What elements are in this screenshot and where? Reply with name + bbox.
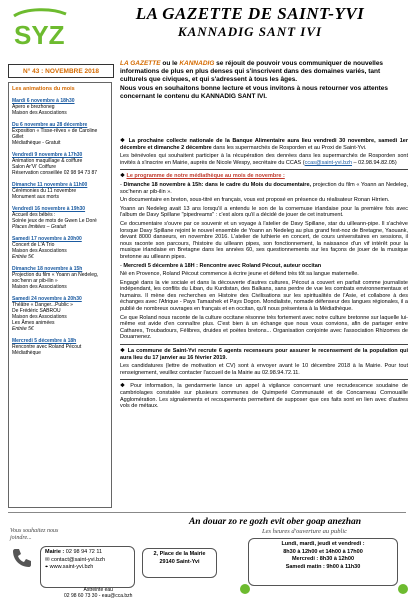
gazette-subtitle: KANNADIG SANT IVI <box>177 24 323 39</box>
address-box <box>142 548 217 578</box>
banque-text: dans les supermarchés de Rosporden et au Proxi de Saint-Yvi. <box>211 144 367 151</box>
hours-line: 8h30 à 12h00 et 14h00 à 17h00 <box>283 548 363 555</box>
event-line: Apero e brezhoneg <box>12 104 55 110</box>
event-line: Accueil des bébés : <box>12 212 56 218</box>
event-line: Projection du film « Yoann an Nedeleg, soc'henn ar pib-ilin » <box>12 272 99 284</box>
sidebar-event <box>12 296 108 332</box>
gendarmerie <box>120 383 408 409</box>
film-paragraph: Yoann an Nedeleg avait 13 ans lorsqu'il a entendu le son de la cornemuse irlandaise pour la première fois avec l'album de Davy Spillane "pipedreams" : c'est alors qu'il a décidé de jouer de cet instrument. <box>120 205 408 219</box>
sidebar-event <box>12 338 108 356</box>
footer-divider <box>8 512 406 513</box>
mediatheque-title: Le programme de notre médiathèque au mois de novembre : <box>126 173 285 180</box>
event-line: Places limitées – Gratuit <box>12 224 66 230</box>
divider <box>120 379 408 380</box>
event-date: Dimanche 18 novembre à 15h <box>12 266 83 272</box>
event-date: Mardi 6 novembre à 18h30 <box>12 98 75 104</box>
banque-alimentaire <box>120 138 408 151</box>
diamond-bullet-icon: ❖ <box>120 138 129 144</box>
intro-ou: ou le <box>160 60 180 67</box>
film-text: projection du film « Yoann an Nedeleg, soc'henn ar pib-ilin ». <box>120 181 408 195</box>
event-date: Dimanche 11 novembre à 11h00 <box>12 182 88 188</box>
event-line: Cérémonies du 11 novembre <box>12 188 77 194</box>
main-content <box>120 138 408 508</box>
event-date: Du 6 novembre au 28 décembre <box>12 122 88 128</box>
film-title: Dimanche 18 novembre à 15h: dans le cadre du Mois du documentaire, <box>123 181 312 188</box>
event-line: Salon Ar'Vi' Coiffure <box>12 164 56 170</box>
event-date: Samedi 17 novembre à 20h00 <box>12 236 82 242</box>
breton-phrase: An douar zo re gozh evit ober goap anezhan <box>188 517 362 527</box>
diamond-bullet-icon: ❖ <box>120 348 128 355</box>
issue-number: N° 43 : NOVEMBRE 2018 <box>8 64 114 78</box>
benevoles <box>120 153 408 166</box>
film-paragraph: Ce documentaire s'ouvre par ce souvenir et un voyage à l'atelier de Davy Spillane, star du uilleann-pipe. Il s'achève lorsque Davy Spillane rejoint le nouvel ensemble de Yoann an Nedeleg au plus grand fest-noz de Bretagne, Yaouank, devant 8000 danseurs, en novembre 2016. L'atelier de luthierie en concert, de cours universitaires en sessions, il nous raconte son parcours, l'histoire du uilleann pipes, son fonctionnement, la naissance d'un vif intérêt pour la musique irlandaise en Bretagne dans les années 60, ses questionnements sur les façons de jouer de la musique bretonne au uilleann pipes. <box>120 220 408 260</box>
mairie-label: Mairie : <box>45 549 65 555</box>
contact-box <box>40 546 135 588</box>
event-line: Maison des Associations <box>12 248 67 254</box>
event-line: Médiathèque - Gratuit <box>12 140 61 146</box>
reach-title: Vous souhaitez nous joindre... <box>10 528 59 541</box>
astreinte-eau <box>64 588 132 599</box>
event-line: Concert de L'A Trio <box>12 242 55 248</box>
recensement-paragraph: Les candidatures (lettre de motivation et CV) sont à envoyer avant le 10 décembre 2018 à la Mairie. Pour tout renseignement, veuillez contacter l'accueil de la Mairie au 02.98.94.72.11. <box>120 363 408 376</box>
astreinte-label: Astreinte eau <box>83 587 113 593</box>
intro-text-2: Nous vous en souhaitons bonne lecture et vous invitons à nous retourner vos attentes concernant le contenu du KANNADIG SANT IVI. <box>120 84 388 100</box>
event-line: Soirée jeux de mots de Gwen Le Doré <box>12 218 97 224</box>
intro-gazette: LA GAZETTE <box>120 60 161 67</box>
address-line: 29140 Saint-Yvi <box>159 558 200 565</box>
pecout-paragraph: Engagé dans la vie sociale et dans la découverte d'autres cultures, Pécout a couvert en parfait comme journaliste indépendant, les conflits du Liban, du Kurdistan, des Balkans, sans perdre de vue les combats environnementaux et humains. Il mène des recherches en Histoire des Civilisations sur les spiritualités de l'Asie, et collabore à des échanges avec l'Afrique - Pays Tamashek et Pays Dogon. Mondialiste, nomade défenseur des langues régionales, il a publié de nombreux ouvrages en français et en occitan, qu'il nous présentera à la Médiathèque. <box>120 279 408 313</box>
sidebar-title: Les animations du mois <box>12 86 75 92</box>
event-date: Vendredi 9 novembre à 17h30 <box>12 152 83 158</box>
event-date: Mercredi 5 décembre à 18h <box>12 338 77 344</box>
hours-line: Mercredi : 8h30 à 12h00 <box>291 556 355 562</box>
pecout-title: Mercredi 5 décembre à 18H : Rencontre avec Roland Pécout, auteur occitan <box>123 262 322 269</box>
event-line: Les Âmes animées <box>12 320 55 326</box>
event-line: Médiathèque <box>12 350 41 356</box>
diamond-bullet-icon: ❖ <box>120 383 131 390</box>
benevoles-text: Les bénévoles qui souhaitent participer à la récupération des denrées dans les supermarchés de Rosporden sont invités à s'inscrire en Mairie, auprès de Nicole Wespy, secrétaire du CCAS ( <box>120 153 408 166</box>
intro-text-1: se réjouit de pouvoir vous communiquer de nouvelles informations de plus en plus denses qui s'inscrivent dans des domaines variés, tant culturels que civiques, et qui s'adressent à tous les âges. <box>120 60 384 84</box>
event-line: Entrée 5€ <box>12 254 34 260</box>
event-line: Exposition « Tisse-rêves » de Caroline Gillet <box>12 128 98 140</box>
divider <box>120 169 408 170</box>
recensement <box>120 348 408 361</box>
recensement-title: La commune de Saint-Yvi recrute 6 agents recenseurs pour assurer le recensement de la population qui aura lieu du 17 janvier au 16 février 2019. <box>120 348 408 361</box>
hours-title: Les heures d'ouverture au public <box>262 528 348 535</box>
event-line: Animation maquillage & coiffure <box>12 158 83 164</box>
event-line: Théâtre « Danger...Public » <box>12 302 73 308</box>
pecout-paragraph: Né en Provence, Roland Pécout commence à écrire jeune et défend très tôt sa langue maternelle. <box>120 271 359 278</box>
film-event: - Dimanche 18 novembre à 15h: dans le cadre du Mois du documentaire, projection du film « Yoann an Nedeleg, soc'henn ar pib-ilin ». <box>120 181 408 195</box>
benevoles-end: – 02.98.94.82.05) <box>352 159 397 166</box>
sidebar-event <box>12 266 108 290</box>
event-date: Vendredi 16 novembre à 19h30 <box>12 206 86 212</box>
diamond-bullet-icon: ❖ <box>120 173 127 180</box>
event-line: Maison des Associations <box>12 110 67 116</box>
hours-line: Samedi matin : 9h00 à 11h30 <box>285 563 361 570</box>
email-icon: ✉ <box>45 556 52 563</box>
website-link[interactable]: www.saint-yvi.bzh <box>49 564 94 570</box>
intro-paragraph <box>120 60 408 101</box>
event-line: Rencontre avec Roland Pécout <box>12 344 82 350</box>
astreinte-value: 02 98 60 73 30 - eau@cca.bzh <box>64 592 133 599</box>
mouse-icon: ⌖ <box>45 564 50 570</box>
logo-text: SYZ <box>14 20 65 50</box>
decor-dot <box>398 584 408 594</box>
animations-sidebar <box>8 82 112 508</box>
event-line: Monument aux morts <box>12 194 59 200</box>
sidebar-event <box>12 122 108 146</box>
intro-kannadig: KANNADIG <box>179 60 215 67</box>
gendarmerie-text: Pour information, la gendarmerie lance un appel à vigilance concernant une recrudescence soudaine de cambriolages constatée sur plusieurs communes de Quimperlé Communauté et de Concarneau Cornouaille Agglomération. Les signalements et recoupements permettent de supposer que ces faits sont en lien avec d'autres vols de métaux. <box>120 383 408 410</box>
pecout-event: - Mercredi 5 décembre à 18H : Rencontre avec Roland Pécout, auteur occitan <box>120 262 322 269</box>
decor-dot <box>240 584 250 594</box>
event-line: De Frédéric SABROU <box>12 308 61 314</box>
address-line: 2, Place de la Mairie <box>153 551 206 557</box>
sidebar-event <box>12 152 108 176</box>
hours-line: Lundi, mardi, jeudi et vendredi : <box>281 541 365 547</box>
sidebar-event <box>12 98 108 116</box>
banque-title: La prochaine collecte nationale de la Banque Alimentaire aura lieu vendredi 30 novembre, samedi 1er décembre et dimanche 2 décembre <box>120 138 408 151</box>
film-paragraph: Un documentaire en breton, sous-titré en français, vous est proposé en présence du réalisateur Ronan Hirrien. <box>120 197 390 204</box>
contact-email[interactable]: contact@saint-yvi.bzh <box>51 556 106 563</box>
pecout-paragraph: Ce que Roland nous raconte de la culture occitane résonne très fortement avec notre culture bretonne sur laquelle lui-même est avide d'en connaître plus. C'est bien à un échange que nous vous convions, afin de partager entre Cathares, Troubadours, Félibres, druides et poètes bretons... Organisation conjointe avec l'association Rhizomes de Douarnenez. <box>120 314 408 341</box>
event-date: Samedi 24 novembre à 20h30 <box>12 296 82 302</box>
event-line: Maison des Associations <box>12 284 67 290</box>
event-line: Entrée 5€ <box>12 326 34 332</box>
sidebar-event <box>12 206 108 230</box>
gazette-title: LA GAZETTE DE SAINT-YVI <box>135 4 365 23</box>
mediatheque-heading <box>120 173 408 180</box>
sidebar-event <box>12 236 108 260</box>
phone-icon <box>10 546 34 570</box>
event-line: Réservation conseillée 02 98 94 73 87 <box>12 170 98 176</box>
opening-hours-box <box>248 538 398 586</box>
syz-logo <box>8 6 70 54</box>
divider <box>120 344 408 345</box>
sidebar-event <box>12 182 108 200</box>
ccas-email-link[interactable]: ccas@saint-yvi.bzh <box>304 159 353 166</box>
mairie-phone[interactable]: 02 98 94 72 11 <box>65 549 103 555</box>
event-line: Maison des Associations <box>12 314 67 320</box>
